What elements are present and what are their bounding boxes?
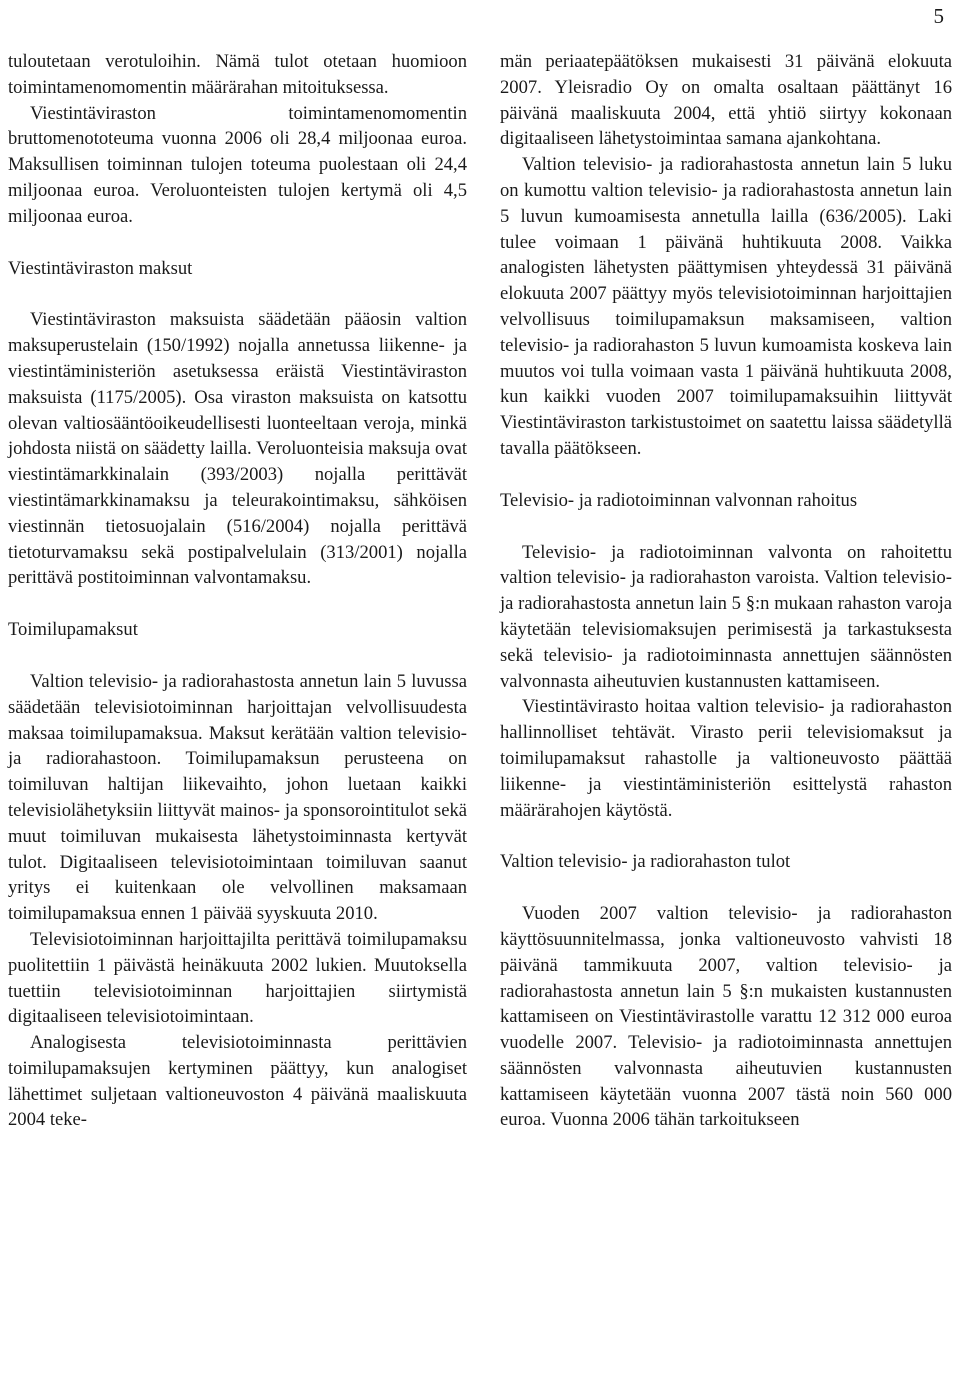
section-heading: Valtion televisio- ja radiorahaston tulot bbox=[500, 851, 791, 873]
left-column bbox=[8, 49, 467, 1133]
paragraph: Viestintäviraston toimintamenomomentin bruttomenototeuma vuonna 2006 oli 28,4 miljoonaa euroa. Maksullisen toiminnan tulojen toteuma puolestaan oli 24,4 miljoonaa euroa. Veroluonteisten tulojen kertymä oli 4,5 miljoonaa euroa. bbox=[8, 102, 467, 227]
paragraph: tuloutetaan verotuloihin. Nämä tulot otetaan huomioon toimintamenomomentin määrärahan mitoituksessa. bbox=[8, 51, 467, 98]
section-heading: Viestintäviraston maksut bbox=[8, 257, 193, 279]
page-number: 5 bbox=[933, 4, 944, 28]
paragraph: Valtion televisio- ja radiorahastosta annetun lain 5 luku on kumottu valtion televisio- ja radiorahastosta annetun lain 5 luvun kumoamisesta annetulla lailla (636/2005). Laki tulee voimaan 1 päivänä huhtikuuta 2008. Vaikka analogisten lähetysten päättymisen yhteydessä 31 päivänä elokuuta 2007 päättyy myös televisiotoiminnan harjoittajien velvollisuus toimilupamaksun maksamiseen, valtion televisio- ja radiorahaston 5 luvun kumoamista koskeva lain muutos voi tulla voimaan vasta 1 päivänä huhtikuuta 2008, kun kaikki vuoden 2007 toimilupamaksuihin liittyvät Viestintäviraston tarkistustoimet on saatettu laissa säädetyllä tavalla päätökseen. bbox=[500, 154, 952, 459]
paragraph: Televisiotoiminnan harjoittajilta perittävä toimilupamaksu puolitettiin 1 päivästä heinäkuuta 2002 lukien. Muutoksella tuettiin televisiotoiminnan harjoittajien siirtymistä digitaaliseen televisiotoimintaan. bbox=[8, 928, 467, 1028]
paragraph: Vuoden 2007 valtion televisio- ja radiorahaston käyttösuunnitelmassa, jonka valtioneuvosto vahvisti 18 päivänä tammikuuta 2007, valtion televisio- ja radiorahastosta annetun lain 5 §:n mukaisten kustannusten kattamiseen on Viestintävirastolle varattu 12 312 000 euroa vuodelle 2007. Televisio- ja radiotoiminnasta annettujen säännösten valvonnasta aiheutuvien kustannusten kattamiseen käytetään vuonna 2007 tästä noin 560 000 euroa. Vuonna 2006 tähän tarkoitukseen bbox=[500, 903, 952, 1131]
paragraph: män periaatepäätöksen mukaisesti 31 päivänä elokuuta 2007. Yleisradio Oy on omalta osaltaan päättänyt 16 päivänä maaliskuuta 2004, että yhtiö siirtyy kokonaan digitaaliseen lähetystoimintaa samana ajankohtana. bbox=[500, 51, 952, 150]
section-heading: Televisio- ja radiotoiminnan valvonnan rahoitus bbox=[500, 489, 858, 511]
section-heading: Toimilupamaksut bbox=[8, 619, 138, 641]
paragraph: Televisio- ja radiotoiminnan valvonta on rahoitettu valtion televisio- ja radiorahaston varoista. Valtion televisio- ja radiorahastosta annetun lain 5 §:n mukaan rahaston varoja käytetään televisiomaksujen perimisestä ja tarkastuksesta sekä televisio- ja radiotoiminnasta annettujen säännösten valvonnasta aiheutuvien kustannusten kattamiseen. bbox=[500, 541, 952, 692]
paragraph: Viestintävirasto hoitaa valtion televisio- ja radiorahaston hallinnolliset tehtävät. Virasto perii televisiomaksut ja toimilupamaksut rahastolle ja valtioneuvosto päättää liikenne- ja viestintäministeriön esittelystä rahaston määrärahojen käytöstä. bbox=[500, 696, 952, 821]
paragraph: Valtion televisio- ja radiorahastosta annetun lain 5 luvussa säädetään televisiotoiminnan harjoittajan velvollisuudesta maksaa toimilupamaksua. Maksut kerätään valtion televisio- ja radiorahastoon. Toimilupamaksun perusteena on toimiluvan haltijan liikevaihto, johon luetaan kaikki televisiolähetyksiin liittyvät mainos- ja sponsorointitulot sekä muut toimiluvan mukaisesta lähetystoiminnasta kertyvät tulot. Digitaaliseen televisiotoimintaan toimiluvan saanut yritys ei kuitenkaan ole velvollinen maksamaan toimilupamaksua ennen 1 päivää syyskuuta 2010. bbox=[8, 670, 467, 925]
right-column bbox=[500, 49, 952, 1133]
paragraph: Viestintäviraston maksuista säädetään pääosin valtion maksuperustelain (150/1992) nojalla annetussa liikenne- ja viestintäministeriön asetuksessa eräistä Viestintäviraston maksuista (1175/2005). Osa viraston maksuista on katsottu olevan valtiosääntöoikeudellisesti luonteeltaan veroja, minkä johdosta niistä on säädetty lailla. Veroluonteisia maksuja ovat viestintämarkkinalain (393/2003) nojalla perittävät viestintämarkkinamaksu ja teleurakointimaksu, sähköisen viestinnän tietosuojalain (516/2004) nojalla perittävä tietoturvamaksu sekä postipalvelulain (313/2001) nojalla perittävä postitoiminnan valvontamaksu. bbox=[8, 309, 467, 589]
paragraph: Analogisesta televisiotoiminnasta perittävien toimilupamaksujen kertyminen päättyy, kun analogiset lähettimet suljetaan valtioneuvoston 4 päivänä maaliskuuta 2004 teke- bbox=[8, 1032, 467, 1131]
